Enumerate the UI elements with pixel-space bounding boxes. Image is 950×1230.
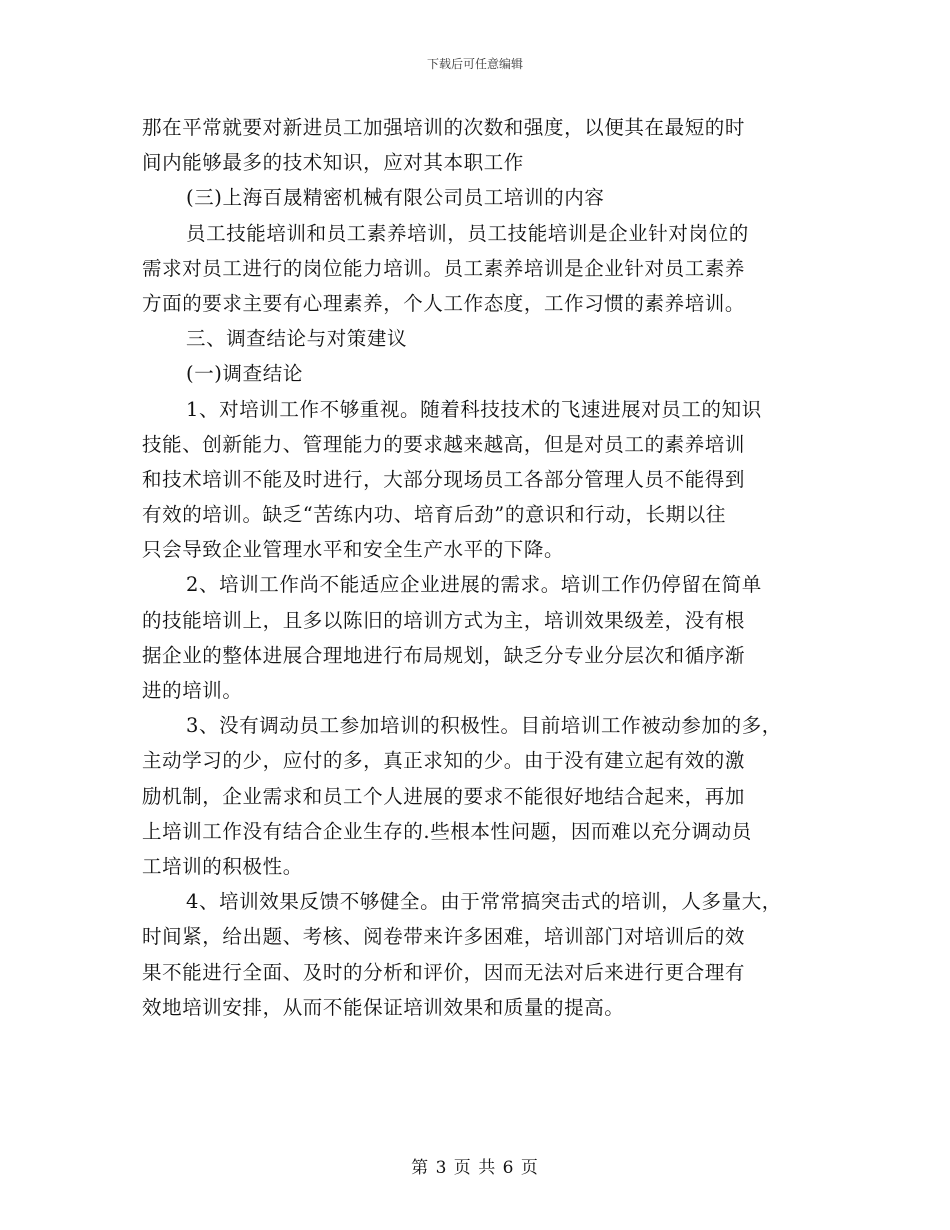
body-line: 2、培训工作尚不能适应企业进展的需求。培训工作仍停留在简单 [186, 573, 762, 597]
body-line: 技能、创新能力、管理能力的要求越来越高，但是对员工的素养培训 [142, 432, 746, 456]
page-number: 第 3 页 共 6 页 [411, 1158, 539, 1178]
body-line: 上培训工作没有结合企业生存的.些根本性问题，因而难以充分调动员 [142, 819, 752, 843]
body-line: 进的培训。 [142, 679, 243, 702]
body-line: 只会导致企业管理水平和安全生产水平的下降。 [142, 538, 565, 562]
body-line: 间内能够最多的技术知识，应对其本职工作 [142, 151, 524, 175]
body-line: 果不能进行全面、及时的分析和评价，因而无法对后来进行更合理有 [142, 960, 746, 984]
body-line: 有效的培训。缺乏“苦练内功、培育后劲”的意识和行动，长期以往 [142, 503, 726, 527]
body-line: 时间紧，给出题、考核、阅卷带来许多困难，培训部门对培训后的效 [142, 925, 746, 949]
section-heading: 三、调查结论与对策建议 [186, 327, 408, 351]
body-line: 1、对培训工作不够重视。随着科技技术的飞速进展对员工的知识 [186, 397, 762, 421]
body-line: 那在平常就要对新进员工加强培训的次数和强度，以便其在最短的时 [142, 116, 746, 139]
subsection-heading: (一)调查结论 [186, 362, 303, 386]
body-line: 效地培训安排，从而不能保证培训效果和质量的提高。 [142, 995, 625, 1019]
body-line: 方面的要求主要有心理素养，个人工作态度，工作习惯的素养培训。 [142, 291, 746, 315]
body-line: 员工技能培训和员工素养培训，员工技能培训是企业针对岗位的 [186, 221, 749, 245]
body-line: 据企业的整体进展合理地进行布局规划，缺乏分专业分层次和循序渐 [142, 643, 746, 667]
body-line: 和技术培训不能及时进行，大部分现场员工各部分管理人员不能得到 [142, 467, 746, 491]
body-line: 4、培训效果反馈不够健全。由于常常搞突击式的培训，人多量大， [186, 890, 782, 914]
body-line: 需求对员工进行的岗位能力培训。员工素养培训是企业针对员工素养 [142, 256, 746, 280]
body-line: 励机制，企业需求和员工个人进展的要求不能很好地结合起来，再加 [142, 784, 746, 808]
body-line: 主动学习的少，应付的多，真正求知的少。由于没有建立起有效的激 [142, 749, 746, 773]
body-line: 3、没有调动员工参加培训的积极性。目前培训工作被动参加的多， [186, 714, 782, 738]
section-heading: (三)上海百晟精密机械有限公司员工培训的内容 [186, 186, 605, 210]
body-line: 的技能培训上，且多以陈旧的培训方式为主，培训效果级差，没有根 [142, 608, 746, 632]
document-body [142, 110, 817, 1025]
body-line: 工培训的积极性。 [142, 854, 303, 878]
header-note: 下载后可任意编辑 [426, 57, 523, 71]
